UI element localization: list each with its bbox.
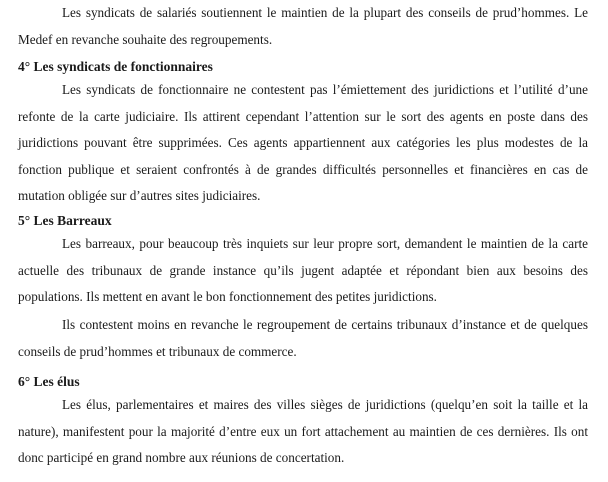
- heading-barreaux: 5° Les Barreaux: [18, 213, 112, 228]
- heading-syndicats-fonctionnaires: 4° Les syndicats de fonctionnaires: [18, 59, 213, 74]
- paragraph-syndicats-salaries: Les syndicats de salariés soutiennent le maintien de la plupart des conseils de prud’hommes. Le Medef en revanche souhaite des regroupements.: [18, 5, 588, 47]
- paragraph-syndicats-fonctionnaires: Les syndicats de fonctionnaire ne contestent pas l’émiettement des juridictions et l’utilité d’une refonte de la carte judiciaire. Ils attirent cependant l’attention sur le sort des agents en poste dans des juridictions pouvant être supprimées. Ces agents appartiennent aux catégories les plus modestes de la fonction publique et seraient confrontés à de grandes difficultés personnelles et financières en cas de mutation obligée sur d’autres sites judiciaires.: [18, 82, 588, 203]
- paragraph-barreaux: Les barreaux, pour beaucoup très inquiets sur leur propre sort, demandent le maintien de la carte actuelle des tribunaux de grande instance qu’ils jugent adaptée et répondant bien aux besoins des populations. Ils mettent en avant le bon fonctionnement des petites juridictions.: [18, 236, 588, 304]
- heading-elus: 6° Les élus: [18, 374, 80, 389]
- paragraph-elus: Les élus, parlementaires et maires des villes sièges de juridictions (quelqu’en soit la taille et la nature), manifestent pour la majorité d’entre eux un fort attachement au maintien de ces dernières. Ils ont donc participé en grand nombre aux réunions de concertation.: [18, 397, 588, 465]
- paragraph-barreaux-regroupement: Ils contestent moins en revanche le regroupement de certains tribunaux d’instance et de quelques conseils de prud’hommes et tribunaux de commerce.: [18, 317, 588, 359]
